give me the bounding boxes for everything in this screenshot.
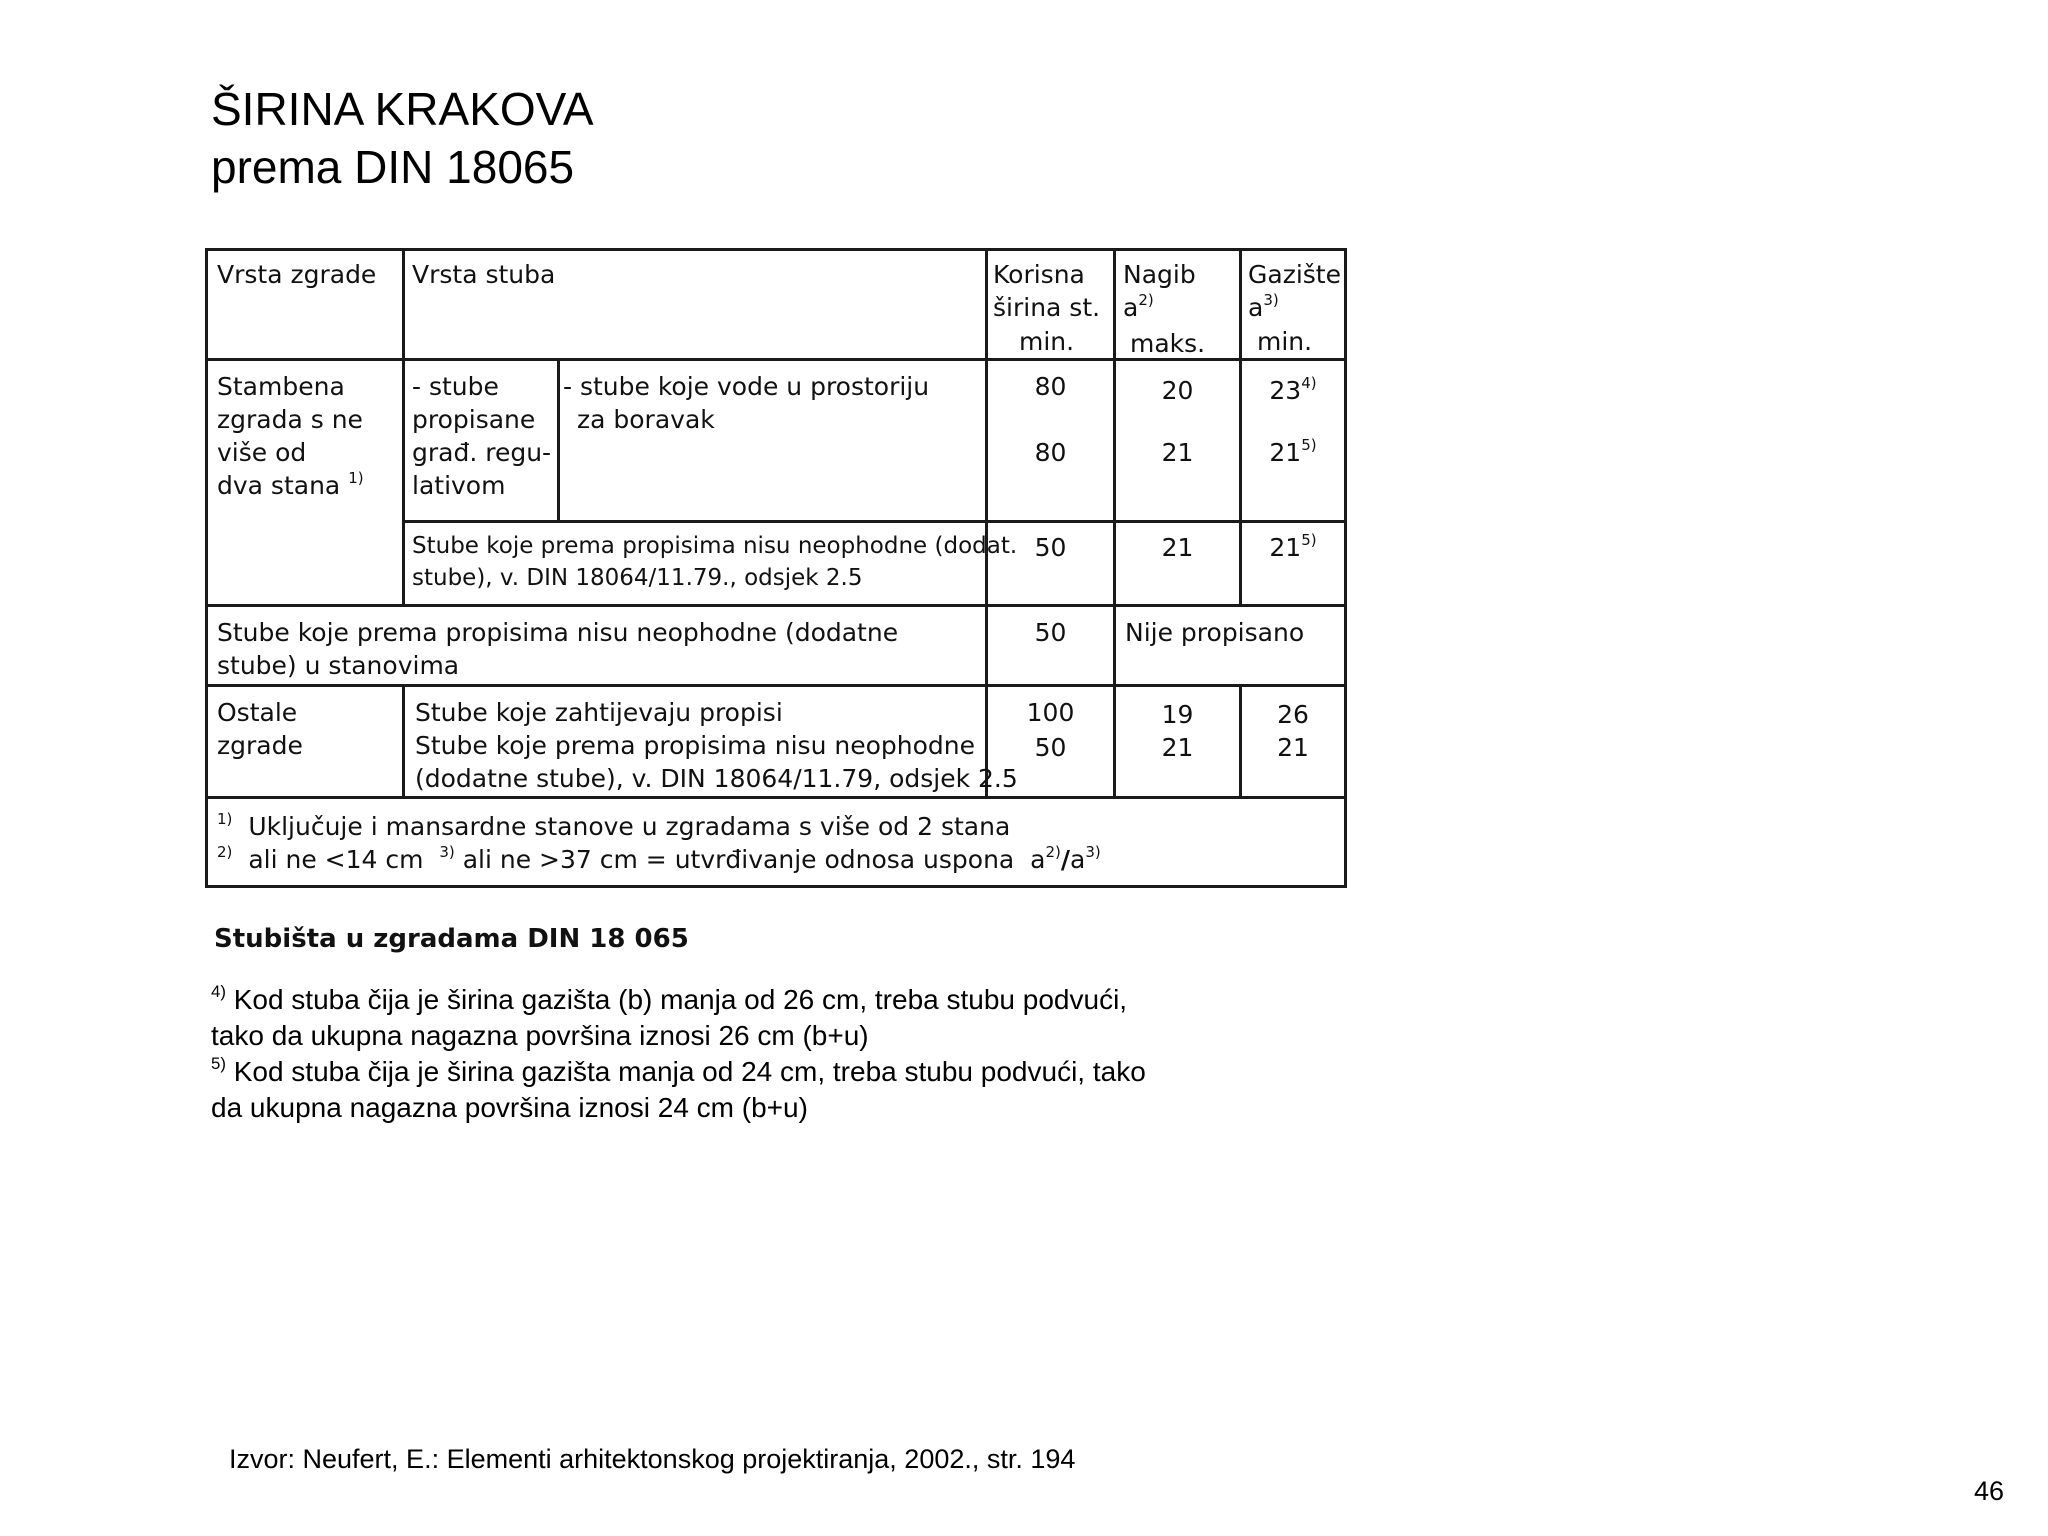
stambena-row2-korisna: 80: [1034, 438, 1067, 467]
stambena-extra-nagib: 21: [1161, 533, 1194, 562]
table-col-subtype: [557, 358, 560, 520]
stambena-building-4: dva stana $^{1)}$: [217, 468, 364, 500]
ostale-nagib-2: 21: [1161, 733, 1194, 762]
page-number: 46: [1973, 1476, 2004, 1506]
ostale-korisna-2: 50: [1034, 733, 1067, 762]
header-vrsta-stuba: Vrsta stuba: [412, 260, 556, 289]
stanovi-label-2: stube) u stanovima: [217, 651, 460, 680]
stanovi-nije-propisano: Nije propisano: [1125, 618, 1305, 647]
source-citation: Izvor: Neufert, E.: Elementi arhitektonskog projektiranja, 2002., str. 194: [229, 1444, 1076, 1474]
header-vrsta-zgrade: Vrsta zgrade: [217, 260, 377, 289]
note-4-line-1: $^{4)}$ Kod stuba čija je širina gazišta (b) manja od 26 cm, treba stubu podvući,: [211, 981, 1128, 1015]
stambena-row2-nagib: 21: [1161, 438, 1194, 467]
stambena-row1-nagib: 20: [1161, 376, 1194, 405]
stambena-building-1: Stambena: [217, 372, 345, 401]
stambena-extra-1: Stube koje prema propisima nisu neophodne (dodat.: [412, 533, 1018, 559]
table-rule-ostale: [205, 796, 1347, 799]
header-nagib-2: $a^{2)}$: [1123, 290, 1154, 322]
table-border-top: [205, 248, 1347, 251]
table-col-type-a: [402, 248, 405, 604]
table-rule-stambena-sub: [402, 520, 1347, 523]
stair-width-table: [205, 248, 1347, 888]
header-gaziste-1: Gazište: [1248, 260, 1341, 289]
stambena-row1-korisna: 80: [1034, 372, 1067, 401]
ostale-type-3: (dodatne stube), v. DIN 18064/11.79, odsjek 2.5: [415, 764, 1018, 793]
stambena-sub-1: - stube koje vode u prostoriju: [563, 372, 930, 401]
table-border-left: [205, 248, 208, 888]
stambena-sub-2: za boravak: [577, 405, 715, 434]
slide-title: [211, 80, 594, 196]
stambena-type-2: propisane: [412, 405, 536, 434]
header-nagib-3: maks.: [1130, 329, 1206, 358]
stambena-type-4: lativom: [412, 471, 506, 500]
stambena-type-3: građ. regu-: [412, 438, 552, 467]
stambena-row2-gaziste: 21$^{5)}$: [1269, 435, 1317, 467]
stambena-extra-2: stube), v. DIN 18064/11.79., odsjek 2.5: [412, 565, 863, 591]
ostale-gaziste-2: 21: [1277, 733, 1309, 762]
stambena-building-3: više od: [217, 438, 307, 467]
ostale-building-1: Ostale: [217, 698, 298, 727]
table-col-type-b: [402, 684, 405, 796]
ostale-nagib-1: 19: [1161, 700, 1194, 729]
header-nagib-1: Nagib: [1123, 260, 1196, 289]
stanovi-korisna: 50: [1034, 618, 1067, 647]
header-gaziste-3: min.: [1257, 327, 1313, 356]
ostale-type-2: Stube koje prema propisima nisu neophodne: [415, 731, 975, 760]
stanovi-label-1: Stube koje prema propisima nisu neophodne (dodatne: [217, 618, 899, 647]
header-korisna-1: Korisna: [993, 260, 1085, 289]
stambena-type-1: - stube: [412, 372, 499, 401]
table-border-bottom: [205, 885, 1347, 888]
ostale-building-2: zgrade: [217, 731, 303, 760]
title-line-2: prema DIN 18065: [211, 141, 575, 193]
table-footnote-1: $^{1)}$ Uključuje i mansardne stanove u zgradama s više od 2 stana: [217, 809, 1011, 841]
note-5-line-2: da ukupna nagazna površina iznosi 24 cm (b+u): [211, 1092, 808, 1123]
note-4-line-2: tako da ukupna nagazna površina iznosi 26 cm (b+u): [211, 1020, 869, 1051]
ostale-type-1: Stube koje zahtijevaju propisi: [415, 698, 783, 727]
table-border-right: [1344, 248, 1347, 888]
stambena-extra-korisna: 50: [1034, 533, 1067, 562]
header-korisna-2: širina st.: [993, 293, 1101, 322]
stambena-extra-gaziste: 21$^{5)}$: [1269, 530, 1317, 562]
table-footnote-2: $^{2)}$ ali ne <14 cm $^{3)}$ ali ne >37 cm = utvrđivanje odnosa uspona $a^{2)}/a^{3)}$: [217, 842, 1101, 874]
table-caption: Stubišta u zgradama DIN 18 065: [214, 924, 689, 954]
note-5-line-1: $^{5)}$ Kod stuba čija je širina gazišta manja od 24 cm, treba stubu podvući, tako: [211, 1053, 1146, 1087]
ostale-korisna-1: 100: [1026, 698, 1075, 727]
table-rule-stambena: [205, 604, 1347, 607]
footnotes-block: [211, 982, 1146, 1126]
table-rule-stanovi: [205, 684, 1347, 687]
header-korisna-3: min.: [1019, 327, 1075, 356]
stambena-building-2: zgrada s ne: [217, 405, 363, 434]
ostale-gaziste-1: 26: [1277, 700, 1309, 729]
stambena-row1-gaziste: 23$^{4)}$: [1269, 373, 1317, 405]
header-gaziste-2: $a^{3)}$: [1248, 290, 1279, 322]
title-line-1: ŠIRINA KRAKOVA: [211, 83, 594, 135]
